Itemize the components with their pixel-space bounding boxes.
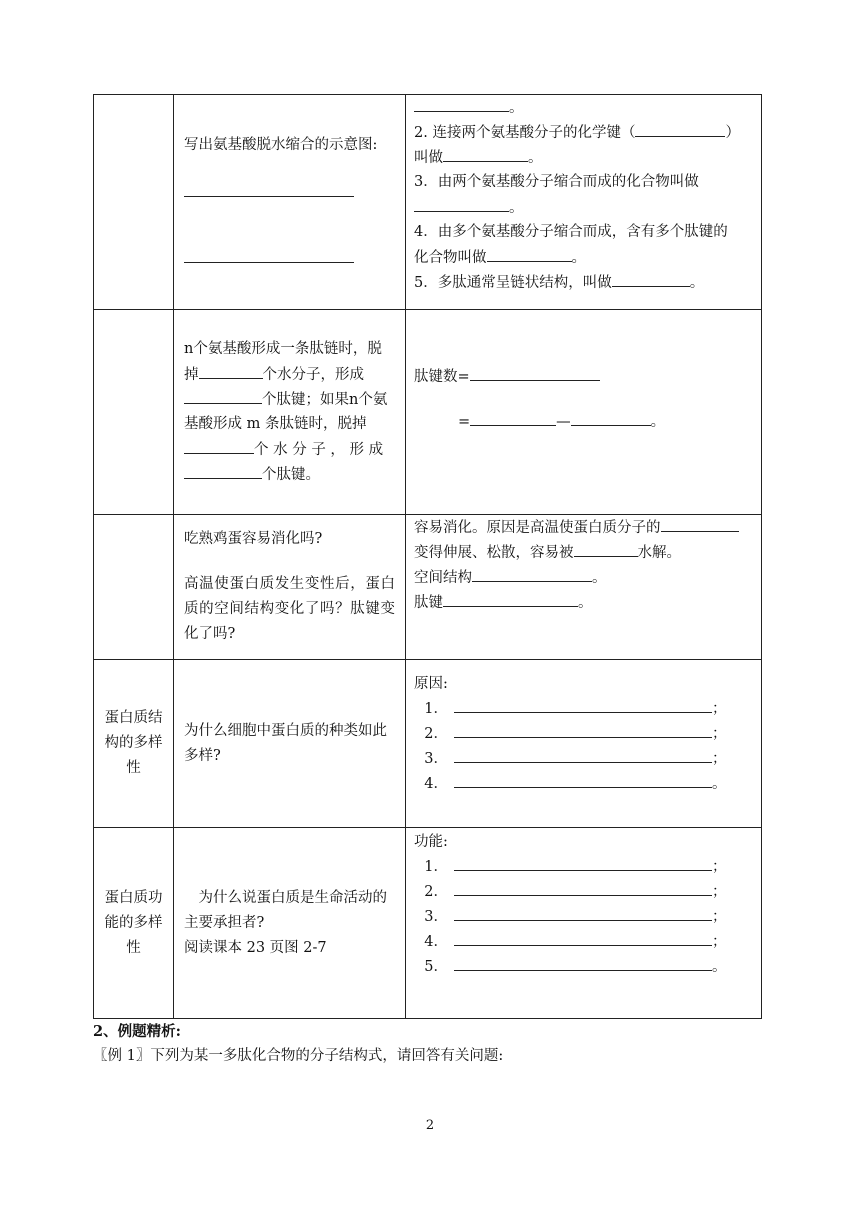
blank-reason-3[interactable]	[454, 746, 712, 763]
blank-reason-4[interactable]	[454, 771, 712, 788]
blank-formula-b[interactable]	[571, 409, 651, 426]
diagram-line-1[interactable]	[184, 180, 354, 197]
row4-question-cell: 为什么细胞中蛋白质的种类如此多样?	[174, 660, 406, 828]
row4-answer-cell: 原因: 1． ； 2． ； 3． ； 4． 。	[406, 660, 762, 828]
row5-topic-cell	[94, 828, 174, 1019]
row2-text-cell: n个氨基酸形成一条肽链时，脱 掉 个水分子，形成 个肽键；如果n个氨 基酸形成 m 条肽链时，脱掉 个 水 分 子 ， 形 成 个肽键。	[174, 310, 406, 515]
row3-question-cell: 吃熟鸡蛋容易消化吗? 高温使蛋白质发生变性后，蛋白质的空间结构变化了吗？肽键变化了吗?	[174, 515, 406, 660]
section-title: 2、例题精析:	[93, 1023, 181, 1040]
blank-water-m[interactable]	[184, 437, 254, 454]
row1-answer-cell: 。 2. 连接两个氨基酸分子的化学键（ ） 叫做 。 3．由两个氨基酸分子缩合而成的化合物叫做 。 4．由多个氨基酸分子缩合而成，含有多个肽键的 化合物叫做 。 5．多肽通常呈链状结构，叫做 。	[406, 95, 762, 310]
row5-question-cell: 为什么说蛋白质是生命活动的主要承担者? 阅读课本 23 页图 2-7	[174, 828, 406, 1019]
row-peptide-count	[94, 310, 762, 515]
blank-peptide-bond[interactable]	[443, 590, 578, 607]
row4-topic-cell	[94, 660, 174, 828]
topic-structure-diversity: 蛋白质结构的多样性	[104, 710, 163, 776]
row3-answer-cell: 容易消化。原因是高温使蛋白质分子的 变得伸展、松散，容易被 水解。 空间结构 。 肽键 。	[406, 515, 762, 660]
blank-reason-2[interactable]	[454, 721, 712, 738]
blank-function-5[interactable]	[454, 954, 712, 971]
row5-answer-cell: 功能: 1． ； 2． ； 3． ； 4． ； 5． 。	[406, 828, 762, 1019]
blank-bond-name[interactable]	[443, 145, 528, 162]
blank-spatial[interactable]	[472, 565, 592, 582]
blank-polypeptide[interactable]	[487, 245, 572, 262]
blank-dipeptide[interactable]	[414, 195, 509, 212]
row2-answer-cell: 肽键数= = — 。	[406, 310, 762, 515]
blank-function-2[interactable]	[454, 879, 712, 896]
topic-function-diversity: 蛋白质功能的多样性	[104, 889, 163, 956]
row-function-diversity	[94, 828, 762, 1019]
blank-structure[interactable]	[661, 515, 739, 532]
row1-prompt-cell	[174, 95, 406, 310]
worksheet-table	[93, 94, 762, 1019]
example-question: 〖例 1〗下列为某一多肽化合物的分子结构式，请回答有关问题:	[93, 1048, 504, 1064]
row1-topic-cell	[94, 95, 174, 310]
blank-water-1[interactable]	[199, 362, 263, 379]
blank-chemical-bond[interactable]	[635, 120, 725, 137]
page-number: 2	[425, 1118, 435, 1133]
blank-bonds-1[interactable]	[184, 387, 262, 404]
row1-prompt: 写出氨基酸脱水缩合的示意图:	[184, 136, 378, 153]
blank-bond-count[interactable]	[470, 364, 600, 381]
blank-function-4[interactable]	[454, 929, 712, 946]
diagram-line-2[interactable]	[184, 246, 354, 263]
blank-formula-a[interactable]	[470, 409, 556, 426]
row2-topic-cell	[94, 310, 174, 515]
row-structure-diversity	[94, 660, 762, 828]
blank-reason-1[interactable]	[454, 696, 712, 713]
row-dehydration	[94, 95, 762, 310]
blank-peptide-chain[interactable]	[612, 270, 690, 287]
blank-bonds-m[interactable]	[184, 462, 262, 479]
blank-function-1[interactable]	[454, 854, 712, 871]
row3-topic-cell	[94, 515, 174, 660]
blank-enzyme[interactable]	[574, 540, 638, 557]
blank-1-0[interactable]	[414, 95, 509, 112]
row-denaturation	[94, 515, 762, 660]
blank-function-3[interactable]	[454, 904, 712, 921]
